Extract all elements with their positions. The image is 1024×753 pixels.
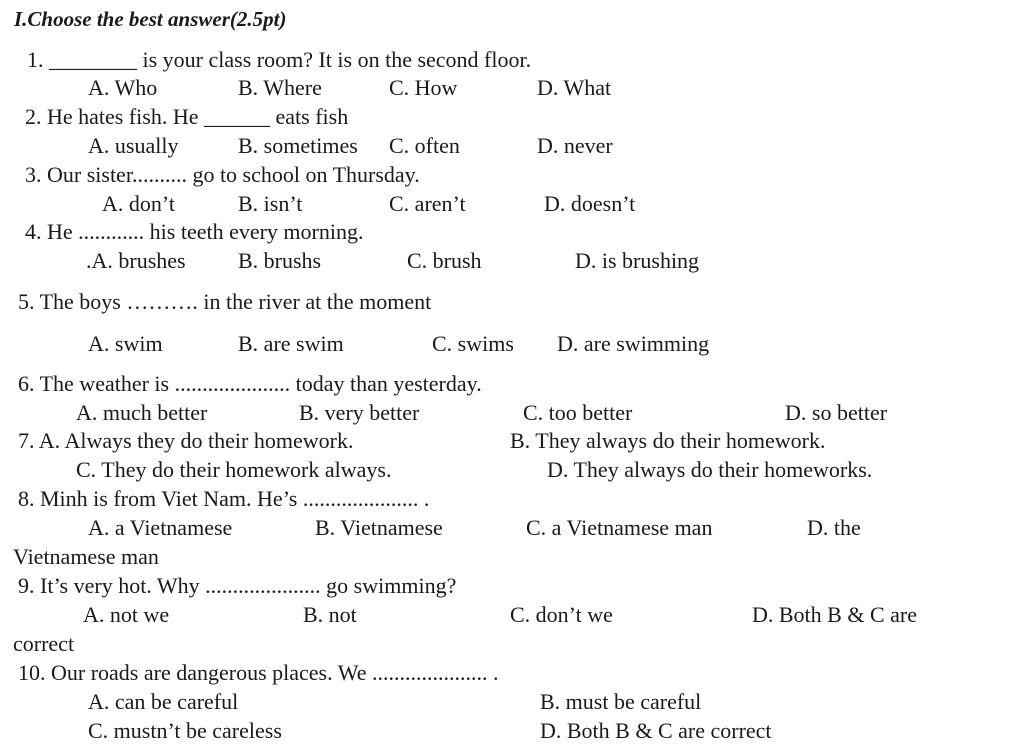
question-8-option-b: B. Vietnamese [315, 515, 443, 540]
question-4-option-d: D. is brushing [575, 248, 700, 273]
question-7-option-d: D. They always do their homeworks. [547, 457, 873, 482]
question-10-option-b: B. must be careful [540, 689, 702, 714]
question-10-option-d: D. Both B & C are correct [540, 718, 772, 743]
question-2-option-d: D. never [537, 133, 613, 158]
question-2-option-b: B. sometimes [238, 133, 358, 158]
question-1-text: 1. ________ is your class room? It is on the second floor. [27, 47, 532, 72]
question-3-option-a: A. don’t [102, 191, 175, 216]
question-6-option-a: A. much better [76, 400, 208, 425]
question-10-option-c: C. mustn’t be careless [88, 718, 282, 743]
question-3-text: 3. Our sister.......... go to school on Thursday. [25, 162, 420, 187]
question-5-text: 5. The boys ………. in the river at the moment [18, 289, 432, 314]
question-8-text: 8. Minh is from Viet Nam. He’s ..................... . [18, 486, 430, 511]
question-5-option-b: B. are swim [238, 331, 344, 356]
question-3-option-c: C. aren’t [389, 191, 466, 216]
question-5-option-a: A. swim [88, 331, 163, 356]
question-6-option-c: C. too better [523, 400, 633, 425]
question-5-option-d: D. are swimming [557, 331, 710, 356]
question-7-option-c: C. They do their homework always. [76, 457, 392, 482]
section-title: I.Choose the best answer(2.5pt) [14, 7, 287, 31]
question-9-option-d-continued: correct [13, 631, 75, 656]
question-1-option-b: B. Where [238, 75, 322, 100]
question-7-option-b: B. They always do their homework. [510, 428, 826, 453]
question-6-option-b: B. very better [299, 400, 420, 425]
question-6-text: 6. The weather is ..................... today than yesterday. [18, 371, 482, 396]
question-4-option-b: B. brushs [238, 248, 322, 273]
question-8-option-d-continued: Vietnamese man [13, 544, 159, 569]
question-9-option-c: C. don’t we [510, 602, 613, 627]
question-9-option-b: B. not [303, 602, 357, 627]
question-6-option-d: D. so better [785, 400, 888, 425]
question-10-text: 10. Our roads are dangerous places. We ..................... . [18, 660, 499, 685]
question-4-option-c: C. brush [407, 248, 482, 273]
question-9-option-d: D. Both B & C are [752, 602, 917, 627]
question-2-option-a: A. usually [88, 133, 179, 158]
question-7-option-a: 7. A. Always they do their homework. [18, 428, 354, 453]
question-3-option-b: B. isn’t [238, 191, 303, 216]
question-8-option-d: D. the [807, 515, 861, 540]
question-1-option-d: D. What [537, 75, 612, 100]
question-1-option-c: C. How [389, 75, 458, 100]
question-2-option-c: C. often [389, 133, 460, 158]
question-9-option-a: A. not we [83, 602, 170, 627]
question-8-option-c: C. a Vietnamese man [526, 515, 713, 540]
question-4-text: 4. He ............ his teeth every morning. [25, 219, 364, 244]
question-1-option-a: A. Who [88, 75, 158, 100]
question-2-text: 2. He hates fish. He ______ eats fish [25, 104, 349, 129]
question-3-option-d: D. doesn’t [544, 191, 636, 216]
question-8-option-a: A. a Vietnamese [88, 515, 233, 540]
question-10-option-a: A. can be careful [88, 689, 239, 714]
question-4-option-a: .A. brushes [86, 248, 186, 273]
question-9-text: 9. It’s very hot. Why ..................... go swimming? [18, 573, 457, 598]
question-5-option-c: C. swims [432, 331, 514, 356]
